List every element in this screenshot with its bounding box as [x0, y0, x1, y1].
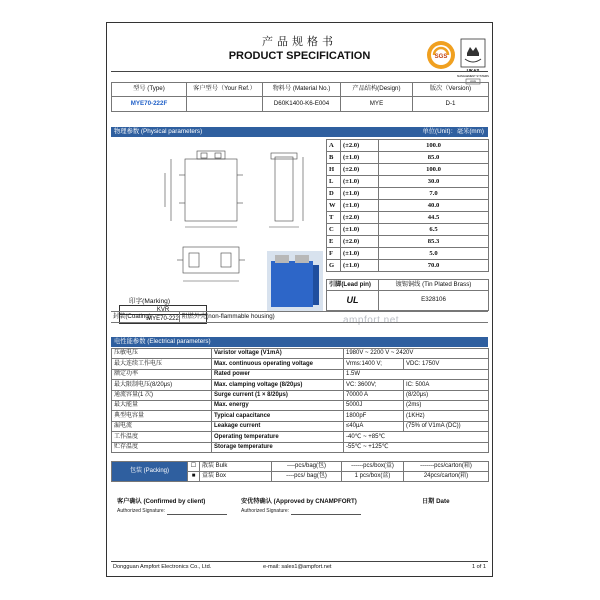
info-header-material: 物料号 (Material No.) [263, 83, 341, 97]
info-design-value: MYE [341, 97, 413, 112]
electrical-parameters-label: 电性能参数 (Electrical parameters) [114, 338, 211, 345]
packing-row: ■ 盒装 Box ----pcs/ bag(包) 1 pcs/box(盒) 24pcs/carton(箱) [112, 472, 489, 482]
lead-pin-table [326, 279, 489, 311]
bottom-view [177, 247, 245, 281]
info-header-ref: 客户型号（Your Ref.） [187, 83, 263, 97]
physical-parameters-bar [111, 127, 488, 137]
coating-table [111, 311, 488, 323]
sgs-logo-icon [427, 41, 455, 69]
packing-row: 包装 (Packing) ☐ 散装 Bulk ----pcs/bag(包) ------pcs/box(盒) -------pcs/carton(箱) [112, 462, 489, 472]
watermark: ampfort.net [343, 315, 400, 326]
dim-row: W (±1.0) 40.0 [327, 200, 489, 212]
dim-row: F (±1.0) 5.0 [327, 248, 489, 260]
client-signature-label: Authorized Signature: [117, 508, 166, 514]
dim-row: D (±1.0) 7.0 [327, 188, 489, 200]
dim-row: B (±1.0) 85.0 [327, 152, 489, 164]
specification-sheet [106, 22, 493, 577]
electrical-row: 最大能量 Max. energy 5000J (2ms) [112, 400, 489, 410]
coating-value: 阻燃外壳(non-flammable housing) [179, 312, 488, 323]
marking-line: MYE70-222 [120, 315, 207, 324]
electrical-row: 典型电容量 Typical capacitance 1800pF (1KHz) [112, 411, 489, 421]
electrical-table [111, 348, 489, 453]
coating-label: 封装(Coating) [111, 312, 179, 323]
approved-signature-line[interactable] [291, 514, 361, 515]
product-photo [267, 251, 323, 311]
info-version-value: D-1 [413, 97, 489, 112]
footer [111, 561, 488, 572]
svg-text:UKAS: UKAS [466, 68, 480, 73]
approved-label: 安优特确认 (Approved by CNAMPFORT) [241, 498, 357, 505]
svg-text:SGS: SGS [434, 54, 448, 60]
electrical-row: 额定功率 Rated power 1.5W [112, 369, 489, 379]
electrical-row: 漏电流 Leakage current ≤40μA (75% of V1mA (DC)) [112, 421, 489, 431]
ukas-crown-icon [461, 39, 485, 67]
footer-page: 1 of 1 [472, 564, 486, 570]
title-en: PRODUCT SPECIFICATION [228, 50, 371, 62]
dim-row: L (±1.0) 30.0 [327, 176, 489, 188]
dim-row: G (±1.0) 70.0 [327, 260, 489, 272]
date-label: 日期 Date [422, 498, 450, 505]
side-view [269, 153, 303, 227]
info-header-type: 型号 (Type) [112, 83, 187, 97]
electrical-row: 工作温度 Operating temperature -40℃ ~ +85℃ [112, 432, 489, 442]
front-view [165, 151, 243, 227]
ul-file-number: E328106 [379, 291, 489, 311]
dim-row: H (±2.0) 100.0 [327, 164, 489, 176]
packing-checkbox-box[interactable]: ■ [188, 472, 200, 482]
info-type-value: MYE70-222F [112, 97, 187, 112]
electrical-row: 通流容量(1 次) Surge current (1 × 8/20μs) 70000 A (8/20μs) [112, 390, 489, 400]
electrical-row: 压敏电压 Varistor voltage (V1mA) 1980V ~ 2200 V ~ 2420V [112, 349, 489, 359]
packing-checkbox-bulk[interactable]: ☐ [188, 462, 200, 472]
physical-unit-label: 单位(Unit)：毫米(mm) [422, 128, 484, 135]
client-signature-line[interactable] [167, 514, 227, 515]
approved-signature-label: Authorized Signature: [241, 508, 290, 514]
dim-row: A (±2.0) 100.0 [327, 140, 489, 152]
title-divider [111, 71, 488, 72]
dim-row: T (±2.0) 44.5 [327, 212, 489, 224]
dim-row: C (±1.0) 6.5 [327, 224, 489, 236]
info-material-value: D60K1400-K6-E004 [263, 97, 341, 112]
title-cn: 产品规格书 [262, 35, 337, 48]
footer-email: e-mail: sales1@ampfort.net [263, 564, 332, 570]
ul-mark [327, 291, 379, 311]
ul-recognized-icon: UL [346, 294, 359, 305]
electrical-row: 最大限制电压(8/20μs) Max. clamping voltage (8/20μs) VC: 3600V; IC: 500A [112, 380, 489, 390]
marking-label: 印字(Marking) [129, 298, 171, 305]
marking-line: KVR [120, 306, 207, 315]
packing-label: 包装 (Packing) [112, 462, 188, 482]
svg-text:005: 005 [470, 80, 476, 84]
physical-parameters-label: 物理参数 (Physical parameters) [114, 128, 203, 135]
info-table [111, 82, 489, 112]
footer-company: Dongguan Ampfort Electronics Co., Ltd. [113, 564, 212, 570]
electrical-row: 贮存温度 Storage temperature -55℃ ~ +125℃ [112, 442, 489, 452]
client-confirmation-label: 客户确认 (Confirmed by client) [117, 498, 206, 505]
dimensions-table [326, 139, 489, 272]
info-ref-value [187, 97, 263, 112]
electrical-parameters-bar [111, 337, 488, 347]
lead-pin-value: 镀锡铜线 (Tin Plated Brass) [379, 280, 489, 291]
certification-logo [425, 31, 489, 87]
info-header-design: 产品结构(Design) [341, 83, 413, 97]
dim-row: E (±2.0) 85.3 [327, 236, 489, 248]
svg-text:MANAGEMENT SYSTEMS: MANAGEMENT SYSTEMS [457, 75, 489, 78]
packing-table [111, 461, 489, 482]
info-header-version: 版次（Version) [413, 83, 489, 97]
lead-pin-label: 引脚(Lead pin) [327, 280, 379, 291]
electrical-row: 最大连续工作电压 Max. continuous operating voltage Vrms:1400 V; VDC: 1750V [112, 359, 489, 369]
